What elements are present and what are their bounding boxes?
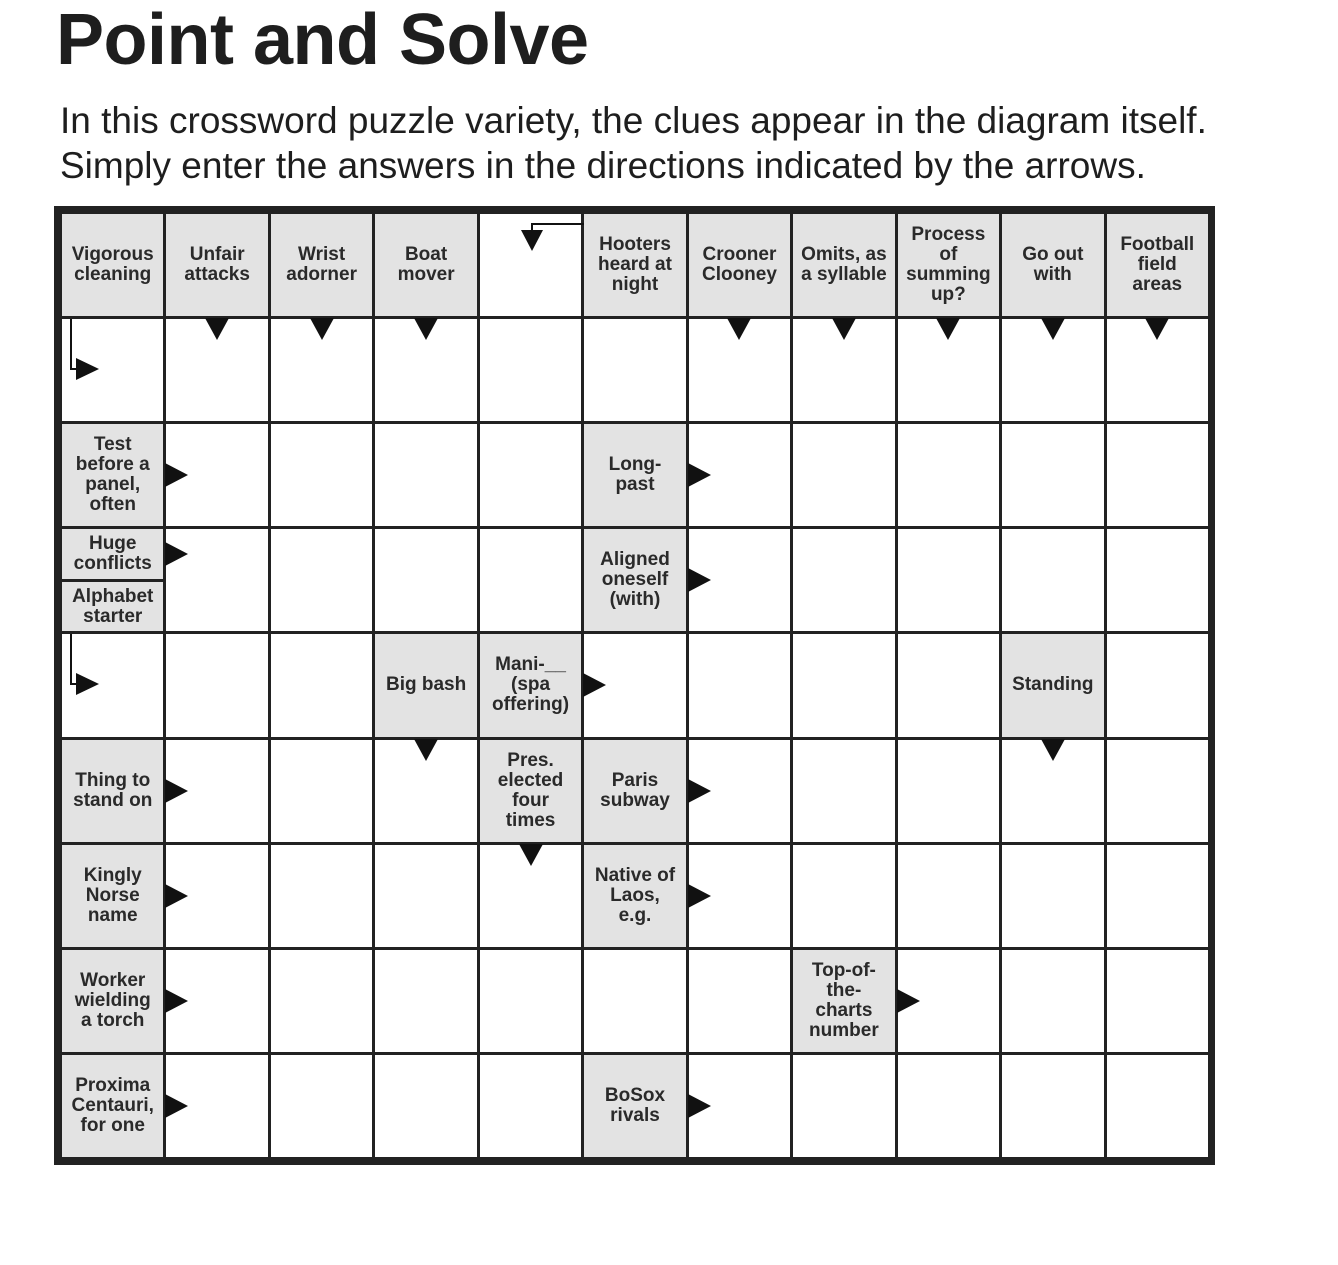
clue-cell (793, 214, 894, 316)
clue-text: Go out with (1022, 244, 1084, 286)
clue-text: Omits, as a syllable (801, 244, 887, 286)
arrow-right-icon (165, 542, 188, 566)
arrow-down-icon (414, 318, 438, 340)
answer-cell[interactable] (1107, 740, 1208, 842)
clue-text: BoSox rivals (604, 1084, 666, 1126)
answer-cell[interactable] (1002, 424, 1103, 526)
clue-text: Football field areas (1120, 234, 1195, 296)
clue-text: Kingly Norse name (83, 864, 142, 926)
clue-text: Pres. elected four times (497, 749, 564, 831)
answer-cell[interactable] (1107, 1055, 1208, 1157)
clue-cell (375, 214, 476, 316)
arrow-right-icon (688, 463, 711, 487)
arrow-right-icon (688, 884, 711, 908)
answer-cell[interactable] (793, 634, 894, 736)
answer-cell[interactable] (793, 740, 894, 842)
clue-cell (62, 845, 163, 947)
clue-cell (62, 214, 163, 316)
arrow-down-icon (936, 318, 960, 340)
clue-text: Unfair attacks (184, 244, 250, 286)
arrow-right-icon (165, 884, 188, 908)
clue-text: Big bash (385, 674, 467, 696)
clue-text: Process of summing up? (906, 224, 991, 306)
arrow-right-icon (165, 463, 188, 487)
answer-cell[interactable] (480, 214, 581, 316)
answer-cell[interactable] (375, 424, 476, 526)
clue-cell (62, 740, 163, 842)
instructions-line-1: In this crossword puzzle variety, the clues appear in the diagram itself. (60, 100, 1207, 141)
answer-cell[interactable] (793, 845, 894, 947)
crossword-grid (62, 214, 1208, 1157)
bent-arrow-right-icon (70, 319, 100, 383)
answer-cell[interactable] (271, 634, 372, 736)
answer-cell[interactable] (62, 634, 163, 736)
answer-cell[interactable] (375, 1055, 476, 1157)
answer-cell[interactable] (584, 950, 685, 1052)
clue-cell (584, 214, 685, 316)
answer-cell[interactable] (1107, 424, 1208, 526)
arrow-down-icon (1145, 318, 1169, 340)
arrow-down-icon (727, 318, 751, 340)
answer-cell[interactable] (793, 1055, 894, 1157)
clue-cell (375, 634, 476, 736)
arrow-right-icon (688, 1094, 711, 1118)
clue-cell (584, 424, 685, 526)
answer-cell[interactable] (375, 529, 476, 631)
clue-cell (898, 214, 999, 316)
answer-cell[interactable] (898, 529, 999, 631)
answer-cell[interactable] (689, 950, 790, 1052)
clue-cell-bottom (62, 579, 163, 632)
clue-cell-top (62, 529, 163, 579)
answer-cell[interactable] (793, 424, 894, 526)
arrow-down-icon (414, 739, 438, 761)
clue-cell (166, 214, 267, 316)
answer-cell[interactable] (1002, 950, 1103, 1052)
clue-text: Wrist adorner (286, 244, 357, 286)
answer-cell[interactable] (898, 740, 999, 842)
arrow-right-icon (583, 673, 606, 697)
arrow-down-icon (1041, 318, 1065, 340)
answer-cell[interactable] (1002, 1055, 1103, 1157)
clue-cell (1002, 214, 1103, 316)
clue-text: Proxima Centauri, for one (71, 1074, 154, 1136)
page-title: Point and Solve (56, 0, 589, 80)
answer-cell[interactable] (375, 845, 476, 947)
answer-cell[interactable] (584, 319, 685, 421)
clue-text: Mani-__ (spa offering) (492, 654, 570, 716)
answer-cell[interactable] (1107, 529, 1208, 631)
clue-cell (689, 214, 790, 316)
arrow-right-icon (165, 989, 188, 1013)
clue-text: Test before a panel, often (75, 434, 150, 516)
clue-cell (271, 214, 372, 316)
clue-text: Alphabet starter (72, 585, 154, 627)
clue-text: Boat mover (397, 244, 455, 286)
arrow-down-icon (205, 318, 229, 340)
answer-cell[interactable] (898, 845, 999, 947)
answer-cell[interactable] (271, 845, 372, 947)
clue-text: Worker wielding a torch (74, 969, 151, 1031)
instructions-line-2: Simply enter the answers in the directions indicated by the arrows. (60, 145, 1146, 186)
arrow-right-icon (165, 779, 188, 803)
answer-cell[interactable] (793, 529, 894, 631)
answer-cell[interactable] (1002, 845, 1103, 947)
clue-cell (584, 740, 685, 842)
answer-cell[interactable] (689, 634, 790, 736)
crossword-board (54, 206, 1215, 1165)
answer-cell[interactable] (1107, 950, 1208, 1052)
answer-cell[interactable] (1107, 634, 1208, 736)
clue-cell (62, 529, 163, 631)
arrow-right-icon (897, 989, 920, 1013)
clue-text: Vigorous cleaning (71, 244, 154, 286)
clue-cell (1107, 214, 1208, 316)
answer-cell[interactable] (271, 529, 372, 631)
clue-cell (1002, 634, 1103, 736)
answer-cell[interactable] (480, 529, 581, 631)
answer-cell[interactable] (898, 1055, 999, 1157)
clue-cell (62, 950, 163, 1052)
clue-text: Standing (1012, 674, 1094, 696)
answer-cell[interactable] (480, 424, 581, 526)
answer-cell[interactable] (480, 1055, 581, 1157)
answer-cell[interactable] (62, 319, 163, 421)
clue-cell (584, 845, 685, 947)
arrow-down-icon (832, 318, 856, 340)
clue-text: Top-of- the- charts number (809, 959, 879, 1041)
answer-cell[interactable] (898, 634, 999, 736)
clue-cell (62, 1055, 163, 1157)
bent-arrow-down-icon (520, 216, 584, 252)
clue-cell (480, 740, 581, 842)
clue-text: Hooters heard at night (598, 234, 672, 296)
clue-text: Native of Laos, e.g. (594, 864, 676, 926)
clue-cell (62, 424, 163, 526)
answer-cell[interactable] (480, 319, 581, 421)
answer-cell[interactable] (271, 1055, 372, 1157)
clue-text: Aligned oneself (with) (600, 549, 670, 611)
clue-text: Huge conflicts (73, 533, 152, 575)
instructions (60, 98, 1260, 188)
clue-cell (584, 529, 685, 631)
answer-cell[interactable] (480, 950, 581, 1052)
answer-cell[interactable] (271, 424, 372, 526)
clue-text: Thing to stand on (73, 769, 153, 811)
arrow-down-icon (1041, 739, 1065, 761)
clue-cell (584, 1055, 685, 1157)
arrow-down-icon (519, 844, 543, 866)
arrow-right-icon (165, 1094, 188, 1118)
answer-cell[interactable] (166, 634, 267, 736)
answer-cell[interactable] (1107, 845, 1208, 947)
answer-cell[interactable] (898, 424, 999, 526)
bent-arrow-right-icon (70, 634, 100, 698)
clue-cell (480, 634, 581, 736)
clue-text: Long- past (608, 454, 662, 496)
answer-cell[interactable] (375, 950, 476, 1052)
clue-cell (793, 950, 894, 1052)
answer-cell[interactable] (271, 740, 372, 842)
answer-cell[interactable] (271, 950, 372, 1052)
arrow-down-icon (310, 318, 334, 340)
arrow-right-icon (688, 568, 711, 592)
clue-text: Paris subway (600, 769, 670, 811)
clue-text: Crooner Clooney (701, 244, 777, 286)
arrow-right-icon (688, 779, 711, 803)
answer-cell[interactable] (1002, 529, 1103, 631)
